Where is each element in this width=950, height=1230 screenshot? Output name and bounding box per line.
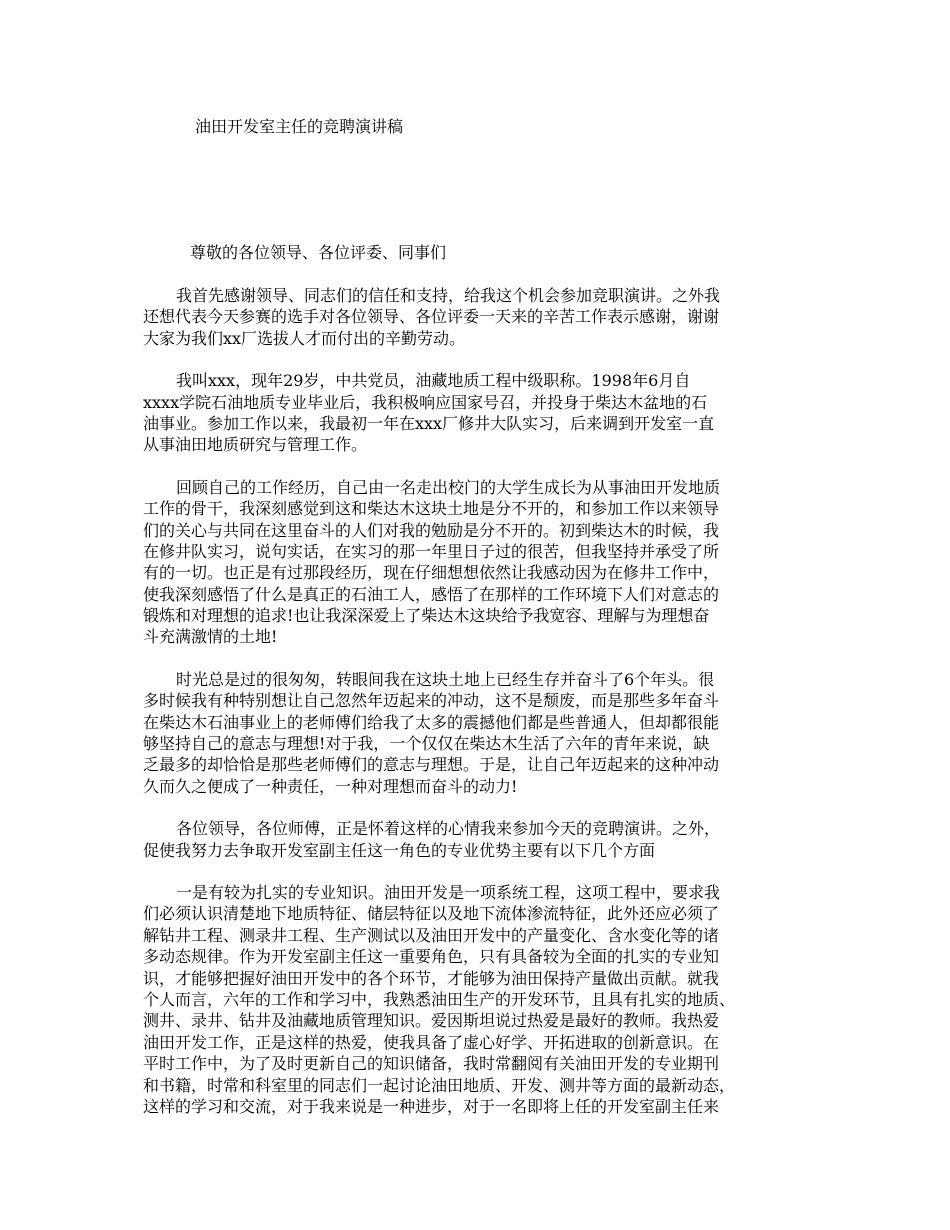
document-body <box>143 285 823 1138</box>
paragraph <box>143 818 823 861</box>
paragraph-line: 在修井队实习，说句实话，在实习的那一年里日子过的很苦，但我坚持并承受了所 <box>143 541 720 561</box>
document-title: 油田开发室主任的竞聘演讲稿 <box>195 117 404 136</box>
paragraph-line: 各位领导，各位师傅，正是怀着这样的心情我来参加今天的竞聘演讲。之外， <box>176 819 721 839</box>
salutation: 尊敬的各位领导、各位评委、同事们 <box>190 243 447 262</box>
paragraph-line: 我叫xxx，现年29岁，中共党员，油藏地质工程中级职称。1998年6月自 <box>176 371 691 391</box>
paragraph-line: 多时候我有种特别想让自己忽然年迈起来的冲动，这不是颓废，而是那些多年奋斗 <box>143 691 720 711</box>
paragraph-line: 锻炼和对理想的追求!也让我深深爱上了柴达木这块给予我宽容、理解与为理想奋 <box>143 606 710 626</box>
paragraph-line: 斗充满激情的土地! <box>143 627 278 647</box>
paragraph-line: xxxx学院石油地质专业毕业后，我积极响应国家号召，并投身于柴达木盆地的石 <box>143 392 708 412</box>
paragraph-line: 在柴达木石油事业上的老师傅们给我了太多的震撼他们都是些普通人，但却都很能 <box>143 712 720 732</box>
paragraph-line: 够坚持自己的意志与理想!对于我，一个仅仅在柴达木生活了六年的青年来说，缺 <box>143 734 710 754</box>
paragraph-line: 使我深刻感悟了什么是真正的石油工人，感悟了在那样的工作环境下人们对意志的 <box>143 584 720 604</box>
paragraph-line: 个人而言，六年的工作和学习中，我熟悉油田生产的开发环节，且具有扎实的地质、 <box>143 989 736 1009</box>
paragraph-line: 油事业。参加工作以来，我最初一年在xxx厂修井大队实习，后来调到开发室一直 <box>143 413 715 433</box>
paragraph-line: 多动态规律。作为开发室副主任这一重要角色，只有具备较为全面的扎实的专业知 <box>143 947 720 967</box>
paragraph-line: 大家为我们xx厂选拔人才而付出的辛勤劳动。 <box>143 328 466 348</box>
paragraph-line: 时光总是过的很匆匆，转眼间我在这块土地上已经生存并奋斗了6个年头。很 <box>176 669 715 689</box>
paragraph-line: 们的关心与共同在这里奋斗的人们对我的勉励是分不开的。初到柴达木的时候，我 <box>143 520 720 540</box>
paragraph-line: 解钻井工程、测录井工程、生产测试以及油田开发中的产量变化、含水变化等的诸 <box>143 925 720 945</box>
paragraph-line: 有的一切。也正是有过那段经历，现在仔细想想依然让我感动因为在修井工作中， <box>143 563 720 583</box>
paragraph-line: 们必须认识清楚地下地质特征、储层特征以及地下流体渗流特征，此外还应必须了 <box>143 904 720 924</box>
paragraph-line: 一是有较为扎实的专业知识。油田开发是一项系统工程，这项工程中，要求我 <box>176 882 721 902</box>
paragraph-line: 平时工作中，为了及时更新自己的知识储备，我时常翻阅有关油田开发的专业期刊 <box>143 1054 720 1074</box>
paragraph-line: 久而久之便成了一种责任，一种对理想而奋斗的动力! <box>143 776 518 796</box>
paragraph <box>143 285 823 349</box>
paragraph-line: 还想代表今天参赛的选手对各位领导、各位评委一天来的辛苦工作表示感谢，谢谢 <box>143 307 720 327</box>
paragraph <box>143 477 823 648</box>
paragraph-line: 和书籍，时常和科室里的同志们一起讨论油田地质、开发、测井等方面的最新动态， <box>143 1075 736 1095</box>
paragraph-line: 识，才能够把握好油田开发中的各个环节，才能够为油田保持产量做出贡献。就我 <box>143 968 720 988</box>
paragraph-line: 乏最多的却恰恰是那些老师傅们的意志与理想。于是，让自己年迈起来的这种冲动 <box>143 755 720 775</box>
paragraph <box>143 882 823 1117</box>
paragraph-line: 测井、录井、钻井及油藏地质管理知识。爱因斯坦说过热爱是最好的教师。我热爱 <box>143 1011 720 1031</box>
paragraph <box>143 669 823 797</box>
paragraph-line: 促使我努力去争取开发室副主任这一角色的专业优势主要有以下几个方面 <box>143 840 656 860</box>
paragraph-line: 我首先感谢领导、同志们的信任和支持，给我这个机会参加竞职演讲。之外我 <box>176 286 721 305</box>
paragraph-line: 回顾自己的工作经历，自己由一名走出校门的大学生成长为从事油田开发地质 <box>176 477 721 497</box>
paragraph-line: 这样的学习和交流，对于我来说是一种进步，对于一名即将上任的开发室副主任来 <box>143 1096 720 1116</box>
paragraph-line: 工作的骨干，我深刻感觉到这和柴达木这块土地是分不开的，和参加工作以来领导 <box>143 499 720 519</box>
paragraph-line: 油田开发工作，正是这样的热爱，使我具备了虚心好学、开拓进取的创新意识。在 <box>143 1032 720 1052</box>
paragraph-line: 从事油田地质研究与管理工作。 <box>143 435 368 455</box>
paragraph <box>143 370 823 456</box>
